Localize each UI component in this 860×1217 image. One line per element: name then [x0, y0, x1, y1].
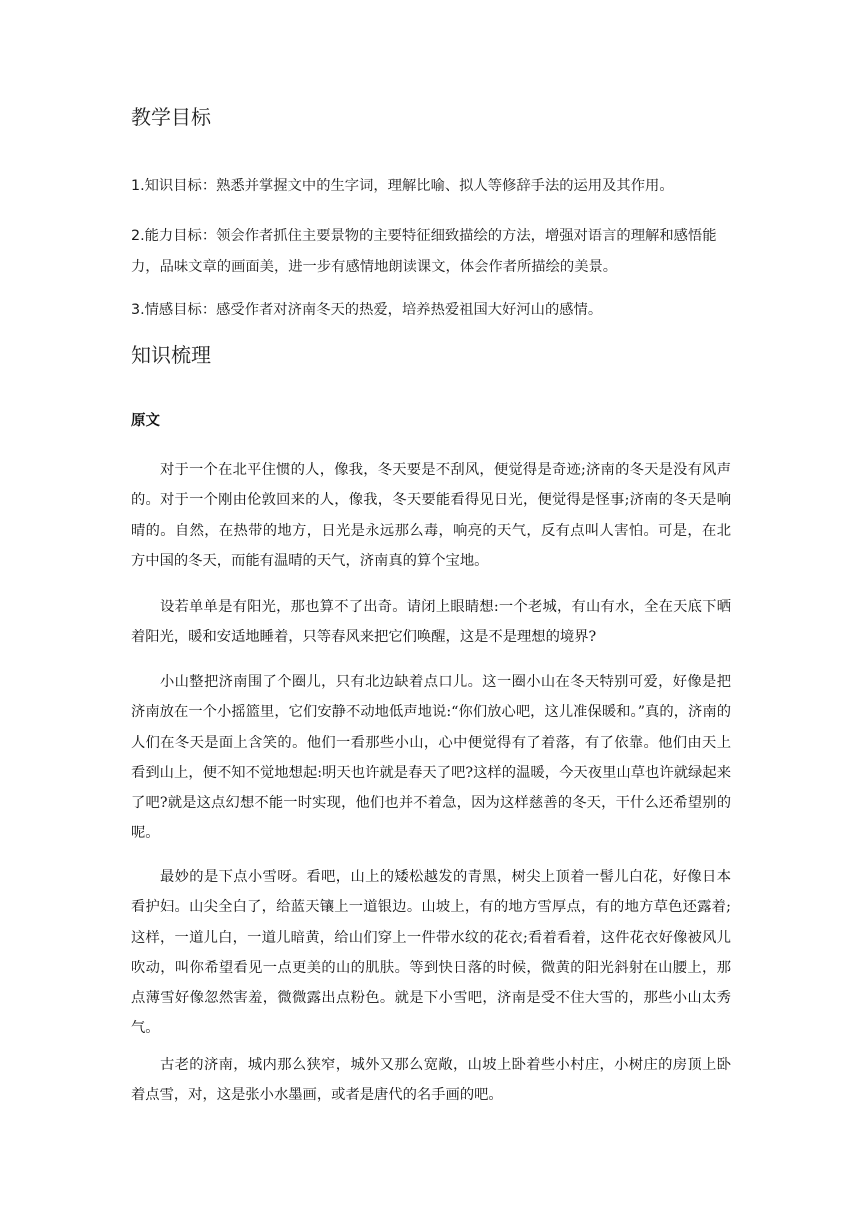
paragraph-5: 古老的济南，城内那么狭窄，城外又那么宽敞，山坡上卧着些小村庄，小树庄的房顶上卧着点雪，对，这是张小水墨画，或者是唐代的名手画的吧。	[131, 1057, 731, 1104]
paragraph-2: 设若单单是有阳光，那也算不了出奇。请闭上眼睛想:一个老城，有山有水，全在天底下晒着阳光，暖和安适地睡着，只等春风来把它们唤醒，这是不是理想的境界?	[131, 599, 731, 646]
paragraph-4: 最妙的是下点小雪呀。看吧，山上的矮松越发的青黑，树尖上顶着一髻儿白花，好像日本看护妇。山尖全白了，给蓝天镶上一道银边。山坡上，有的地方雪厚点，有的地方草色还露着;这样，一道儿白，一道儿暗黄，给山们穿上一件带水纹的花衣;看着看着，这件花衣好像被风儿吹动，叫你希望看见一点更美的山的肌肤。等到快日落的时候，微黄的阳光斜射在山腰上，那点薄雪好像忽然害羞，微微露出点粉色。就是下小雪吧，济南是受不住大雪的，那些小山太秀气。	[131, 869, 731, 1037]
goal-knowledge: 1.知识目标：熟悉并掌握文中的生字词，理解比喻、拟人等修辞手法的运用及其作用。	[131, 178, 674, 194]
goal-ability: 2.能力目标：领会作者抓住主要景物的主要特征细致描绘的方法，增强对语言的理解和感悟能力，品味文章的画面美，进一步有感情地朗读课文，体会作者所描绘的美景。	[131, 228, 717, 275]
paragraph-3: 小山整把济南围了个圈儿，只有北边缺着点口儿。这一圈小山在冬天特别可爱，好像是把济南放在一个小摇篮里，它们安静不动地低声地说:“你们放心吧，这儿准保暖和。”真的，济南的人们在冬天是面上含笑的。他们一看那些小山，心中便觉得有了着落，有了依靠。他们由天上看到山上，便不知不觉地想起:明天也许就是春天了吧?这样的温暖，今天夜里山草也许就绿起来了吧?就是这点幻想不能一时实现，他们也并不着急，因为这样慈善的冬天，干什么还希望别的呢。	[131, 674, 731, 842]
goal-emotion: 3.情感目标：感受作者对济南冬天的热爱，培养热爱祖国大好河山的感情。	[131, 302, 603, 318]
knowledge-heading: 知识梳理	[131, 343, 211, 367]
original-text-label: 原文	[131, 413, 160, 429]
teaching-goals-heading: 教学目标	[131, 105, 211, 129]
paragraph-1: 对于一个在北平住惯的人，像我，冬天要是不刮风，便觉得是奇迹;济南的冬天是没有风声的。对于一个刚由伦敦回来的人，像我，冬天要能看得见日光，便觉得是怪事;济南的冬天是响晴的。自然，在热带的地方，日光是永远那么毒，响亮的天气，反有点叫人害怕。可是，在北方中国的冬天，而能有温晴的天气，济南真的算个宝地。	[131, 462, 731, 569]
